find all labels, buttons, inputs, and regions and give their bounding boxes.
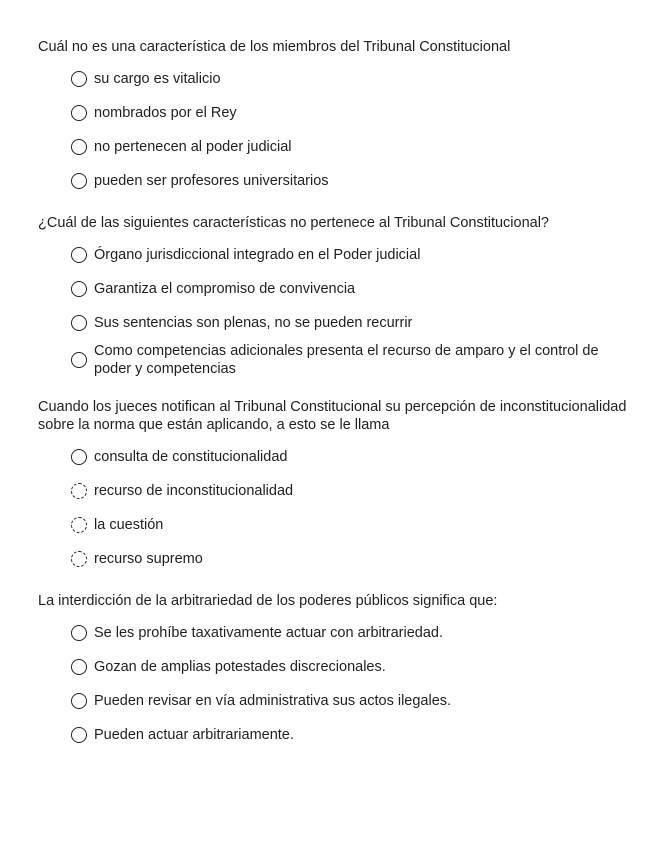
option-label: consulta de constitucionalidad bbox=[94, 449, 288, 465]
option-list bbox=[38, 62, 628, 198]
question-text: La interdicción de la arbitrariedad de los poderes públicos significa que: bbox=[38, 593, 498, 609]
option-item[interactable] bbox=[71, 718, 628, 752]
option-label: la cuestión bbox=[94, 517, 164, 533]
radio-button[interactable] bbox=[71, 727, 87, 743]
option-label: Se les prohíbe taxativamente actuar con arbitrariedad. bbox=[94, 625, 444, 641]
question-text: Cuál no es una característica de los miembros del Tribunal Constitucional bbox=[38, 39, 511, 55]
radio-button[interactable] bbox=[71, 71, 87, 87]
option-label: nombrados por el Rey bbox=[94, 105, 237, 121]
radio-button[interactable] bbox=[71, 551, 87, 567]
radio-button[interactable] bbox=[71, 105, 87, 121]
question-1 bbox=[38, 36, 628, 198]
option-label: Sus sentencias son plenas, no se pueden recurrir bbox=[94, 315, 413, 331]
option-item[interactable] bbox=[71, 650, 628, 684]
option-label: no pertenecen al poder judicial bbox=[94, 139, 292, 155]
radio-button[interactable] bbox=[71, 659, 87, 675]
option-item[interactable] bbox=[71, 238, 628, 272]
question-4 bbox=[38, 590, 628, 752]
radio-button[interactable] bbox=[71, 625, 87, 641]
option-item[interactable] bbox=[71, 542, 628, 576]
option-label: Pueden actuar arbitrariamente. bbox=[94, 727, 294, 743]
option-label: recurso supremo bbox=[94, 551, 203, 567]
option-item[interactable] bbox=[71, 130, 628, 164]
radio-button[interactable] bbox=[71, 517, 87, 533]
question-3 bbox=[38, 396, 628, 576]
question-2 bbox=[38, 212, 628, 382]
quiz bbox=[38, 36, 628, 766]
radio-button[interactable] bbox=[71, 139, 87, 155]
radio-button[interactable] bbox=[71, 173, 87, 189]
option-item[interactable] bbox=[71, 508, 628, 542]
radio-button[interactable] bbox=[71, 352, 87, 368]
option-label: Garantiza el compromiso de convivencia bbox=[94, 281, 356, 297]
option-item[interactable] bbox=[71, 440, 628, 474]
option-item[interactable] bbox=[71, 306, 628, 340]
option-item[interactable] bbox=[71, 684, 628, 718]
radio-button[interactable] bbox=[71, 315, 87, 331]
option-list bbox=[38, 440, 628, 576]
option-label: Pueden revisar en vía administrativa sus actos ilegales. bbox=[94, 693, 452, 709]
option-item[interactable] bbox=[71, 62, 628, 96]
option-label: pueden ser profesores universitarios bbox=[94, 173, 329, 189]
option-item[interactable] bbox=[71, 474, 628, 508]
option-label: Como competencias adicionales presenta el recurso de amparo y el control de poder y competencias bbox=[94, 343, 599, 377]
option-item[interactable] bbox=[71, 338, 628, 382]
option-item[interactable] bbox=[71, 616, 628, 650]
option-label: Órgano jurisdiccional integrado en el Poder judicial bbox=[94, 247, 421, 263]
option-label: su cargo es vitalicio bbox=[94, 71, 221, 87]
question-text: Cuando los jueces notifican al Tribunal Constitucional su percepción de inconstitucionalidad sobre la norma que están aplicando, a esto se le llama bbox=[38, 399, 627, 433]
radio-button[interactable] bbox=[71, 281, 87, 297]
option-item[interactable] bbox=[71, 164, 628, 198]
radio-button[interactable] bbox=[71, 693, 87, 709]
option-item[interactable] bbox=[71, 272, 628, 306]
radio-button[interactable] bbox=[71, 449, 87, 465]
option-label: Gozan de amplias potestades discrecionales. bbox=[94, 659, 386, 675]
option-list bbox=[38, 238, 628, 382]
option-label: recurso de inconstitucionalidad bbox=[94, 483, 294, 499]
radio-button[interactable] bbox=[71, 247, 87, 263]
option-item[interactable] bbox=[71, 96, 628, 130]
question-text: ¿Cuál de las siguientes características no pertenece al Tribunal Constitucional? bbox=[38, 215, 549, 231]
radio-button[interactable] bbox=[71, 483, 87, 499]
option-list bbox=[38, 616, 628, 752]
